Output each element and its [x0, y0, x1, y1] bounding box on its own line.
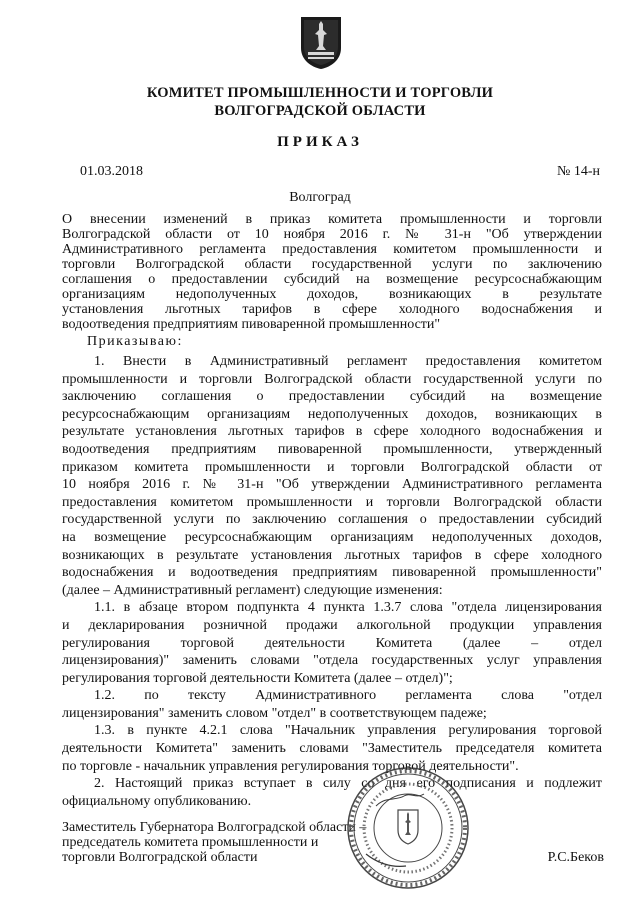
body-line: и декларирования розничной продажи алкогольной продукции управления	[62, 617, 602, 633]
org-line-2: ВОЛГОГРАДСКОЙ ОБЛАСТИ	[214, 103, 426, 119]
body-line: лицензирования)" заменить словами "отдела государственных услуг управления	[62, 653, 602, 669]
body-line: регулирования торговой деятельности Комитета (далее – отдел	[62, 635, 602, 651]
document-number: № 14-н	[556, 164, 600, 179]
organization-name	[0, 84, 640, 120]
body-line: 10 ноября 2016 г. № 31-н "Об утверждении Административного регламента	[62, 477, 602, 493]
body-line: 1.1. в абзаце втором подпункта 4 пункта 1.3.7 слова "отдела лицензирования	[94, 600, 602, 616]
signatory-line: председатель комитета промышленности и	[62, 835, 319, 850]
body-line: водоотведения предприятиям пивоваренной промышленности, утвержденный	[62, 441, 602, 457]
body-line: возникающих в результате установления льготных тарифов в сфере холодного	[62, 547, 602, 563]
body-line: лицензирования" заменить словом "отдел" в соответствующем падеже;	[62, 705, 487, 721]
body-line: ресурсоснабжающим организациям недополученных доходов, возникающих в	[62, 406, 602, 422]
body-line: регулирования торговой деятельности Комитета (далее – отдел)";	[62, 670, 453, 686]
body-line: (далее – Административный регламент) следующие изменения:	[62, 582, 443, 598]
document-date: 01.03.2018	[80, 164, 143, 179]
body-line: 1. Внести в Административный регламент предоставления комитетом	[94, 354, 602, 369]
signatory-title	[62, 820, 366, 865]
body-line: на возмещение ресурсоснабжающим организациям недополученных доходов,	[62, 529, 602, 545]
preamble-line: установления льготных тарифов в сфере холодного водоснабжения и	[62, 302, 602, 317]
body-line: деятельности Комитета" заменить словами "Заместитель председателя комитета	[62, 741, 602, 757]
body-line: результате установления льготных тарифов в сфере холодного водоснабжения и	[62, 424, 602, 440]
signatory-line: торговли Волгоградской области	[62, 850, 258, 865]
body-line: предоставления комитетом промышленности и торговли Волгоградской области	[62, 494, 602, 510]
preamble-line: О внесении изменений в приказ комитета промышленности и торговли	[62, 212, 602, 227]
document-type: ПРИКАЗ	[277, 134, 363, 150]
orders-label: Приказываю:	[87, 334, 183, 349]
city: Волгоград	[289, 190, 351, 205]
preamble-line: соглашения о предоставлении субсидий на возмещение ресурсоснабжающим	[62, 272, 602, 287]
body-line: государственной услуги по заключению соглашения о предоставлении субсидий	[62, 512, 602, 528]
body-line: водоснабжения и водоотведения предприятиям пивоваренной промышленности"	[62, 565, 602, 581]
preamble	[62, 212, 602, 332]
order-body	[62, 353, 602, 810]
preamble-line: организациям недополученных доходов, возникающих в результате	[62, 287, 602, 302]
signatory-name: Р.С.Беков	[547, 850, 604, 865]
org-line-1: КОМИТЕТ ПРОМЫШЛЕННОСТИ И ТОРГОВЛИ	[146, 85, 494, 101]
body-line: заключению соглашения о предоставлении субсидий на возмещение	[62, 389, 602, 405]
body-line: 1.3. в пункте 4.2.1 слова "Начальник управления регулирования торговой	[94, 723, 602, 739]
body-line: по торговле - начальник управления регулирования торговой деятельности".	[62, 758, 519, 774]
body-line: 2. Настоящий приказ вступает в силу со дня его подписания и подлежит	[94, 776, 602, 792]
preamble-line: водоотведения предприятиям пивоваренной промышленности"	[62, 317, 441, 332]
seal-icon	[346, 766, 470, 890]
body-line: 1.2. по тексту Административного регламента слова "отдел	[94, 688, 602, 704]
body-line: официальному опубликованию.	[62, 793, 252, 809]
body-line: приказом комитета промышленности и торговли Волгоградской области от	[62, 459, 602, 475]
body-line: промышленности и торговли Волгоградской области государственной услуги по	[62, 371, 602, 387]
preamble-line: Волгоградской области от 10 ноября 2016 г. № 31-н "Об утверждении	[62, 227, 602, 242]
preamble-line: Административного регламента предоставления комитетом промышленности и	[62, 242, 602, 257]
coat-of-arms-icon	[300, 16, 342, 70]
preamble-line: торговли Волгоградской области государственной услуги по заключению	[62, 257, 602, 272]
signatory-line: Заместитель Губернатора Волгоградской области –	[62, 820, 367, 835]
